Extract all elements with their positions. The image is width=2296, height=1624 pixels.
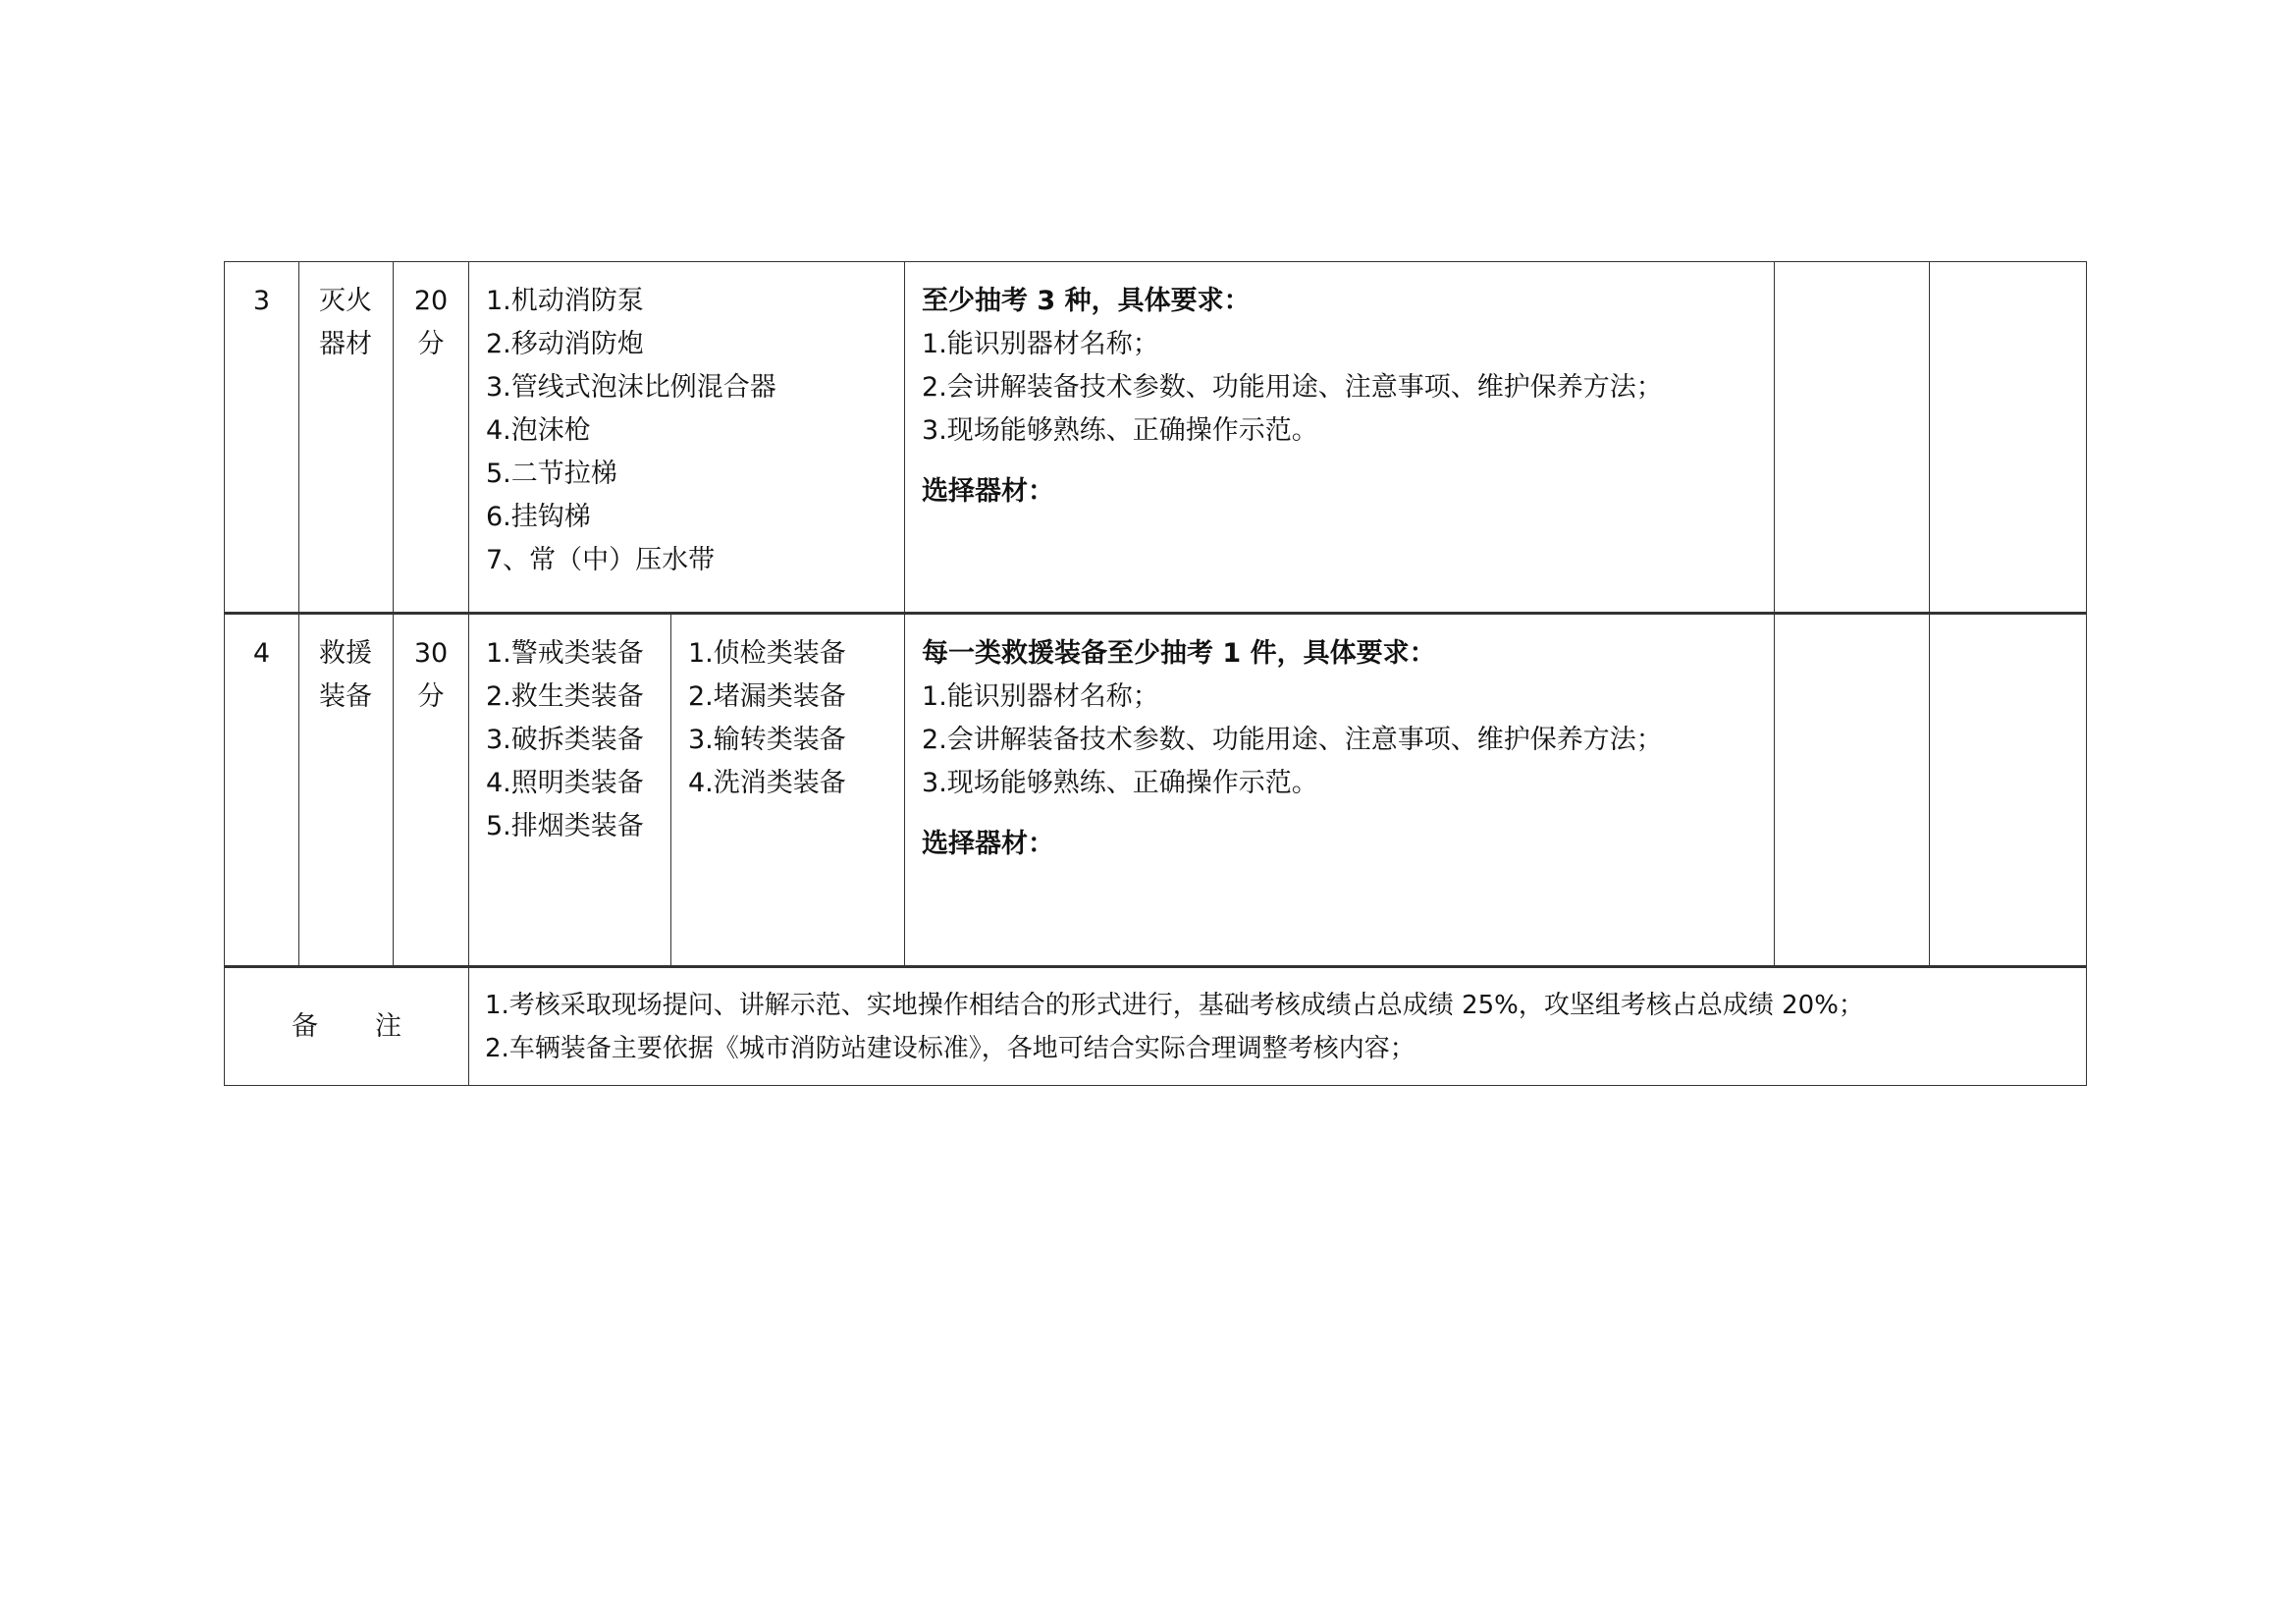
requirement-item: 1.能识别器材名称； [922, 329, 1159, 359]
list-item: 1.侦检类装备 [688, 638, 846, 669]
list-item: 6.挂钩梯 [486, 502, 591, 532]
requirement-item: 3.现场能够熟练、正确操作示范。 [922, 415, 1318, 446]
list-item: 4.照明类装备 [486, 768, 644, 798]
list-item: 1.机动消防泵 [486, 286, 644, 316]
list-item: 2.堵漏类装备 [688, 681, 846, 712]
table-row [225, 614, 2087, 967]
list-item: 7、常（中）压水带 [486, 545, 716, 575]
list-item: 3.输转类装备 [688, 725, 846, 755]
equipment-list [469, 262, 905, 614]
category-name: 救援 装备 [299, 614, 394, 967]
requirement-item: 1.能识别器材名称； [922, 681, 1159, 712]
list-item: 1.警戒类装备 [486, 638, 644, 669]
category-name: 灭火 器材 [299, 262, 394, 614]
requirement-item: 3.现场能够熟练、正确操作示范。 [922, 768, 1318, 798]
list-item: 4.洗消类装备 [688, 768, 846, 798]
score-cell: 20 分 [394, 262, 469, 614]
empty-cell [1930, 614, 2087, 967]
select-equipment-label: 选择器材： [922, 829, 1055, 859]
row-number: 4 [225, 614, 299, 967]
equipment-list-right [671, 614, 905, 967]
requirement-heading: 每一类救援装备至少抽考 1 件，具体要求： [922, 638, 1436, 669]
notes-row [225, 967, 2087, 1086]
list-item: 3.破拆类装备 [486, 725, 644, 755]
empty-cell [1775, 614, 1930, 967]
list-item: 2.移动消防炮 [486, 329, 644, 359]
score-cell: 30 分 [394, 614, 469, 967]
list-item: 3.管线式泡沫比例混合器 [486, 372, 776, 403]
note-line: 2.车辆装备主要依据《城市消防站建设标准》，各地可结合实际合理调整考核内容； [485, 1033, 1415, 1063]
equipment-list-left [469, 614, 671, 967]
notes-label: 备 注 [225, 967, 469, 1086]
list-item: 4.泡沫枪 [486, 415, 591, 446]
table-row [225, 262, 2087, 614]
requirement-heading: 至少抽考 3 种，具体要求： [922, 286, 1251, 316]
empty-cell [1930, 262, 2087, 614]
notes-content [469, 967, 2087, 1086]
select-equipment-label: 选择器材： [922, 476, 1055, 507]
list-item: 2.救生类装备 [486, 681, 644, 712]
row-number: 3 [225, 262, 299, 614]
list-item: 5.二节拉梯 [486, 459, 617, 489]
requirement-item: 2.会讲解装备技术参数、功能用途、注意事项、维护保养方法； [922, 372, 1663, 403]
note-line: 1.考核采取现场提问、讲解示范、实地操作相结合的形式进行，基础考核成绩占总成绩 25%，攻坚组考核占总成绩 20%； [485, 990, 1864, 1020]
list-item: 5.排烟类装备 [486, 811, 644, 841]
empty-cell [1775, 262, 1930, 614]
requirements-cell [905, 262, 1775, 614]
assessment-table [224, 261, 2087, 1086]
requirement-item: 2.会讲解装备技术参数、功能用途、注意事项、维护保养方法； [922, 725, 1663, 755]
requirements-cell [905, 614, 1775, 967]
